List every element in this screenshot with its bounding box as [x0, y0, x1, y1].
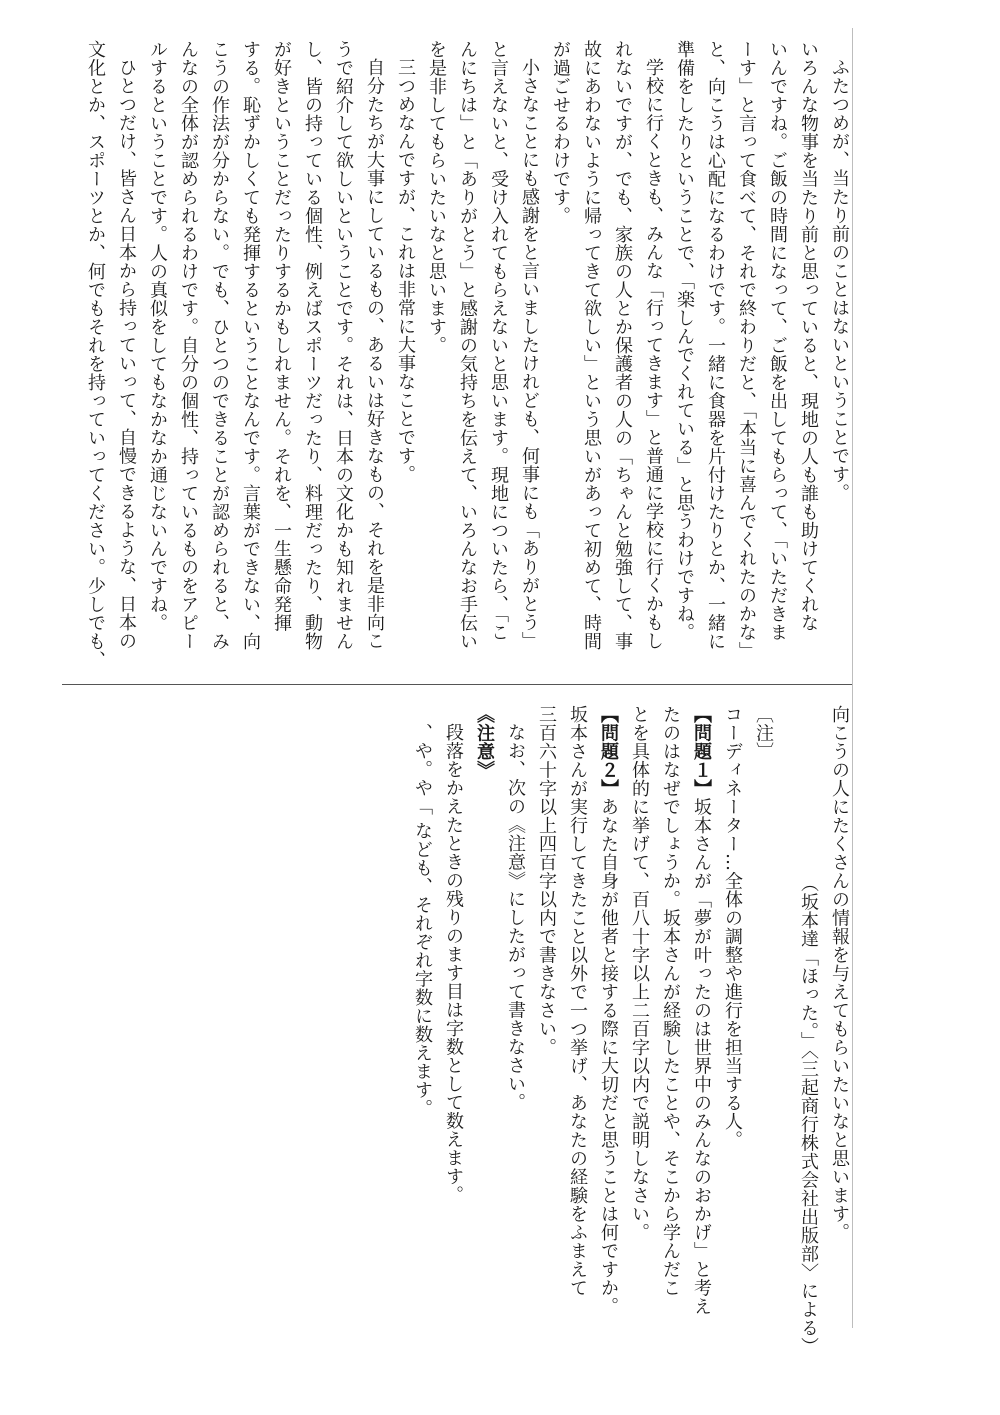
essay-line: ふたつめが、当たり前のことはないということです。: [829, 58, 850, 502]
caution-line: 、や。や「 なども、それぞれ字数に数えます。: [412, 723, 433, 1118]
question1-line: とを具体的に挙げて、百八十字以上二百字以内で説明しなさい。: [629, 705, 650, 1242]
essay-line: 自分たちが大事にしているもの、あるいは好きなもの、それを是非向こ: [364, 58, 385, 650]
essay-line: が好きということだったりするかもしれません。それを、一生懸命発揮: [271, 40, 292, 632]
essay-line: 文化とか、スポーツとか、何でもそれを持っていってください。少しでも、: [85, 40, 106, 669]
question1-line: たのはなぜでしょうか。坂本さんが経験したことや、そこから学んだこ: [660, 705, 681, 1297]
essay-line: し、皆の持っている個性、例えばスポーツだったり、料理だったり、動物: [302, 40, 323, 651]
caution-line: 段落をかえたときの残りのます目は字数として数えます。: [443, 723, 464, 1204]
spacer: [779, 705, 793, 1355]
question2-label: 【問題２】: [598, 705, 619, 798]
question2-line: [593, 705, 624, 1355]
note-item: コーディネーター…全体の調整や進行を担当する人。: [722, 705, 743, 1149]
essay-continuation: 向こうの人にたくさんの情報を与えてもらいたいなと思います。: [829, 705, 850, 1242]
question2-text: あなた自身が他者と接する際に大切だと思うことは何ですか。: [598, 797, 619, 1316]
question1-label: 【問題１】: [691, 705, 712, 798]
question2-line: なお、次の《注意》にしたがって書きなさい。: [505, 723, 526, 1112]
essay-line: 準備をしたりということで、「楽しんでくれている」と思うわけですね。: [674, 40, 695, 642]
essay-line: と、向こうは心配になるわけです。一緒に食器を片付けたりとか、一緒に: [705, 40, 726, 651]
essay-line: んなの全体が認められるわけです。自分の個性、持っているものをアピー: [178, 40, 199, 651]
question1-text: 坂本さんが「夢が叶ったのは世界中のみんなのおかげ」と考え: [691, 797, 712, 1316]
essay-text-block: [65, 40, 855, 670]
essay-line: 小さなことにも感謝をと言いましたけれども、何事にも「ありがとう」: [519, 58, 540, 650]
essay-line: こうの作法が分からない。でも、ひとつのできることが認められると、み: [209, 40, 230, 651]
essay-line: と言えないと、受け入れてもらえないと思います。現地についたら、「こ: [488, 40, 509, 642]
essay-line: いろんな物事を当たり前と思っていると、現地の人も誰も助けてくれな: [798, 40, 819, 632]
caution-heading: 《注意》: [474, 705, 495, 779]
essay-line: 故にあわないように帰ってきて欲しい」という思いがあって初めて、時間: [581, 40, 602, 651]
question2-line: 三百六十字以上四百字以内で書きなさい。: [536, 705, 557, 1057]
question1-line: [686, 705, 717, 1355]
section-divider: [62, 684, 852, 685]
notes-heading: 〔注〕: [753, 705, 774, 761]
essay-line: ひとつだけ、皆さん日本から持っていって、自慢できるような、日本の: [116, 58, 137, 650]
essay-line: 三つめなんですが、これは非常に大事なことです。: [395, 58, 416, 484]
essay-line: を是非してもらいたいなと思います。: [426, 40, 447, 355]
essay-line: が過ごせるわけです。: [550, 40, 571, 225]
essay-line: んにちは」と「ありがとう」と感謝の気持ちを伝えて、いろんなお手伝い: [457, 40, 478, 651]
essay-line: ーす」と言って食べて、それで終わりだと、「本当に喜んでくれたのかな」: [736, 40, 757, 660]
essay-line: うで紹介して欲しいということです。それは、日本の文化かも知れません: [333, 40, 354, 651]
essay-line: ルするということです。人の真似をしてもなかなか通じないんですね。: [147, 40, 168, 632]
question2-line: 坂本さんが実行してきたこと以外で一つ挙げ、あなたの経験をふまえて: [567, 705, 588, 1297]
essay-line: れないですが、でも、家族の人とか保護者の人の「ちゃんと勉強して、事: [612, 40, 633, 651]
source-citation: （坂本達「ほった。」〈三起商行株式会社出版部〉による）: [798, 873, 819, 1355]
essay-line: いんですね。ご飯の時間になって、ご飯を出してもらって、「いただきま: [767, 40, 788, 642]
questions-block: [65, 705, 855, 1355]
essay-line: 学校に行くときも、みんな「行ってきます」と普通に学校に行くかもし: [643, 58, 664, 650]
essay-line: する。恥ずかしくても発揮するということなんです。言葉ができない、向: [240, 40, 261, 651]
